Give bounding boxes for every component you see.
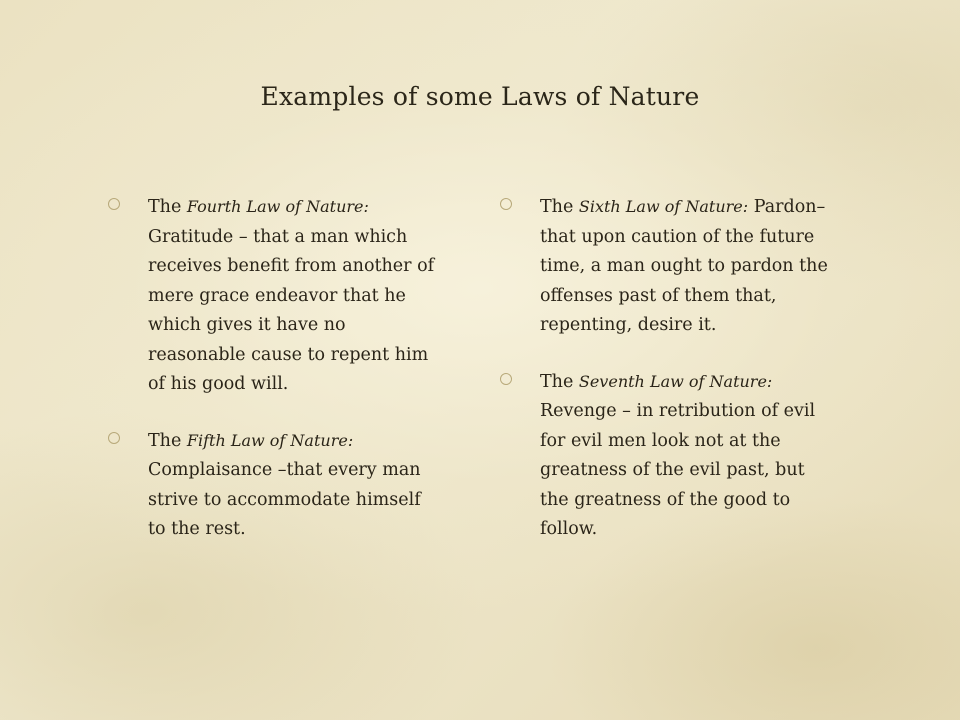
ring-bullet-icon bbox=[500, 198, 512, 210]
law-description: Complaisance –that every man strive to accommodate himself to the rest. bbox=[148, 460, 421, 539]
ring-bullet-icon bbox=[108, 432, 120, 444]
law-description: Gratitude – that a man which receives benefit from another of mere grace endeavor that he which gives it have no reasonable cause to repent him of his good will. bbox=[148, 226, 435, 394]
bullet-prefix: The bbox=[148, 197, 187, 217]
law-name: Fifth Law of Nature bbox=[186, 430, 348, 450]
law-name-colon: : bbox=[347, 430, 354, 450]
bullet-prefix: The bbox=[540, 371, 579, 392]
ring-bullet-icon bbox=[108, 198, 120, 210]
law-description: Revenge – in retribution of evil for evil men look not at the greatness of the evil past, but the greatness of the good to follow. bbox=[540, 401, 816, 539]
ring-bullet-icon bbox=[500, 373, 512, 385]
left-column bbox=[108, 192, 438, 571]
law-description: Pardon– that upon caution of the future time, a man ought to pardon the offenses past of them that, repenting, desire it. bbox=[540, 197, 828, 335]
law-name-colon: : bbox=[363, 197, 369, 216]
law-name: Seventh Law of Nature bbox=[578, 371, 767, 391]
bullet-item-seventh-law bbox=[500, 367, 830, 545]
right-column bbox=[500, 192, 830, 571]
slide-title: Examples of some Laws of Nature bbox=[260, 82, 700, 111]
bullet-prefix: The bbox=[148, 430, 187, 451]
bullet-item-fourth-law bbox=[108, 192, 438, 400]
law-name-colon: : bbox=[766, 371, 773, 391]
bullet-prefix: The bbox=[540, 197, 579, 217]
law-name: Sixth Law of Nature bbox=[578, 197, 743, 216]
law-name-colon: : bbox=[742, 197, 749, 216]
law-name: Fourth Law of Nature bbox=[186, 197, 364, 216]
bullet-item-sixth-law bbox=[500, 192, 830, 341]
bullet-item-fifth-law bbox=[108, 426, 438, 545]
